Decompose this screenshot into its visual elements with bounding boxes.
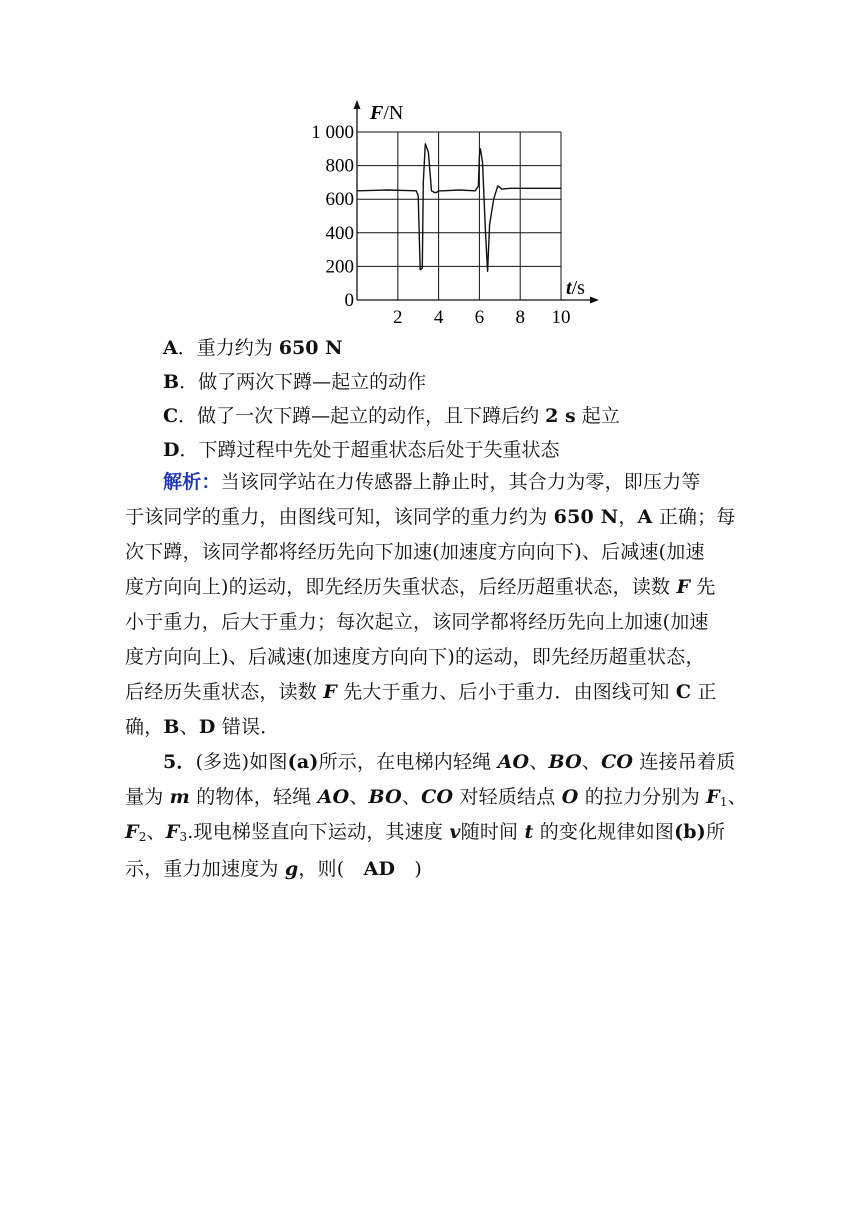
analysis-line-5: 小于重力，后大于重力；每次起立，该同学都将经历先向上加速(加速 (125, 611, 709, 633)
analysis-line-2: 于该同学的重力，由图线可知，该同学的重力约为 650 N，A 正确；每 (125, 506, 736, 528)
force-time-chart (290, 98, 610, 330)
q5-line-1: 5．(多选)如图(a)所示，在电梯内轻绳 AO、BO、CO 连接吊着质 (163, 751, 736, 773)
analysis-label: 解析： (163, 471, 221, 493)
analysis-line-6: 度方向向上)、后减速(加速度方向向下)的运动，即先经历超重状态， (125, 646, 705, 668)
analysis-line-8: 确，B、D 错误． (125, 716, 280, 738)
y-tick-label: 0 (344, 290, 354, 311)
analysis-line-4: 度方向向上)的运动，即先经历失重状态，后经历超重状态，读数 F 先 (125, 576, 716, 598)
force-curve (357, 144, 561, 272)
q5-line-2: 量为 m 的物体，轻绳 AO、BO、CO 对轻质结点 O 的拉力分别为 $F_1$、 (125, 786, 747, 809)
y-tick-label: 200 (325, 256, 354, 278)
option-a: A．重力约为 650 N (163, 337, 343, 359)
q5-line-3: $F_2$、$F_3$.现电梯竖直向下运动，其速度 v随时间 t 的变化规律如图(b)所 (125, 821, 726, 844)
chart-axes (354, 100, 600, 304)
x-tick-label: 10 (551, 307, 571, 328)
x-tick-label: 2 (393, 307, 403, 328)
x-axis-arrow (590, 297, 599, 304)
y-axis-label: F/N (370, 102, 404, 124)
y-tick-label: 800 (325, 155, 354, 177)
answer: AD (363, 858, 396, 880)
chart-grid (357, 132, 561, 300)
analysis-line-1: 解析：当该同学站在力传感器上静止时，其合力为零，即压力等 (163, 471, 701, 493)
option-b: B．做了两次下蹲—起立的动作 (163, 371, 427, 393)
x-tick-label: 8 (515, 307, 525, 328)
option-c: C．做了一次下蹲—起立的动作，且下蹲后约 2 s 起立 (163, 405, 620, 427)
x-tick-labels (393, 307, 570, 328)
analysis-line-3: 次下蹲，该同学都将经历先向下加速(加速度方向向下)、后减速(加速 (125, 541, 705, 563)
option-d: D．下蹲过程中先处于超重状态后处于失重状态 (163, 439, 560, 461)
y-tick-label: 1 000 (311, 122, 354, 143)
x-axis-label: t/s (566, 277, 585, 299)
y-tick-label: 400 (325, 222, 354, 244)
y-tick-label: 600 (325, 189, 354, 211)
q5-line-4: 示，重力加速度为 g，则( AD ) (125, 858, 423, 880)
y-tick-labels (311, 122, 354, 311)
analysis-line-7: 后经历失重状态，读数 F 先大于重力、后小于重力．由图线可知 C 正 (125, 681, 717, 703)
x-tick-label: 4 (433, 307, 444, 328)
y-axis-arrow (354, 100, 361, 109)
x-tick-label: 6 (474, 307, 485, 328)
